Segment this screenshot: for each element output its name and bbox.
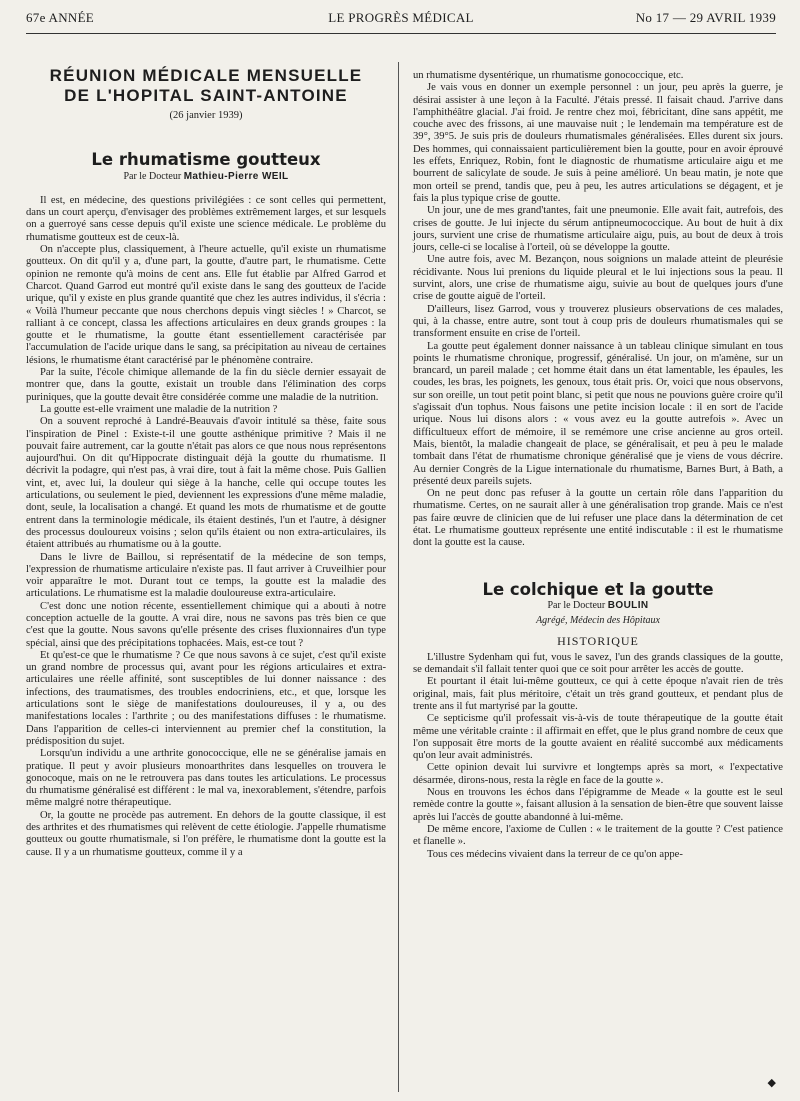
meeting-title-line2: DE L'HOPITAL SAINT-ANTOINE (64, 86, 348, 105)
running-header (26, 10, 776, 34)
article1-paragraph: Dans le livre de Baillou, si représentatif de la médecine de son temps, l'expression de rhumatisme articulaire n'existe pas. Il faut arriver à Cruveilhier pour voir apparaître le mot. Durant tout ce temps, la goutte est la maladie des articulations. Le rhumatisme est la maladie douloureuse extra-articulaire. (26, 551, 386, 600)
article1-paragraph: Et qu'est-ce que le rhumatisme ? Ce que nous savons à ce sujet, c'est qu'il existe un grand nombre de processus qui, avant pour les régions articulaires et extra-articulaires une réelle affinité, sont susceptibles de lui donner naissance : des infections, des traumatismes, des troubles endocriniens, etc., et que, lorsque les articulations sont le siège de manifestations douloureuses, il y a, ou des manifestations locales : l'arthrite ; ou des manifestations diffuses : le rhumatisme. Dans l'apparition de celles-ci interviennent au premier chef la constitution, la prédisposition du sujet. (26, 649, 386, 747)
article1-paragraph: La goutte est-elle vraiment une maladie de la nutrition ? (40, 403, 278, 415)
article1-cont-paragraph: Un jour, une de mes grand'tantes, fait une pneumonie. Elle avait fait, autrefois, des crises de goutte. Je lui injecte du sérum antipneumococcique. Au bout de huit à dix jours, survient une crise de rhumatisme articulaire aigu, puis, au bout de deux à trois jours, celle-ci se localise à l'orteil, où se développe la goutte. (413, 205, 783, 254)
article2-title: Le colchique et la goutte (482, 579, 714, 599)
article1-cont-paragraph: un rhumatisme dysentérique, un rhumatisme gonococcique, etc. (413, 70, 684, 81)
article2-paragraph: Tous ces médecins vivaient dans la terreur de ce qu'on appe- (427, 848, 683, 860)
article2-byline-prefix: Par le Docteur (547, 599, 606, 611)
article1-cont-paragraph: D'ailleurs, lisez Garrod, vous y trouverez plusieurs observations de ces malades, qui, à la chasse, entre autre, sont tout à coup pris de douleurs rhumatismales qui se transforment ensuite en crise de l'orteil. (413, 303, 783, 340)
article1-cont-paragraph: Je vais vous en donner un exemple personnel : un jour, peu après la guerre, je désirai assister à une leçon à la Faculté. J'étais pressé. Il faisait chaud. J'arrive dans l'amphithéâtre glacial. J'ai froid. Je rentre chez moi, fébricitant, dîne sans appétit, me couche avec des frissons, ai une mauvaise nuit ; le lendemain ma température est de 39°, 39°5. Je suis pris de douleurs rhumatismales généralisées. Elles durent six jours. Des hommes, qui connaissaient particulièrement bien la goutte, pour en avoir éprouvé les effets, Enriquez, Robin, font le diagnostic de rhumatisme articulaire aigu et me bourrent de salicylate de soude. Je suis à peine amélioré. Un beau matin, je note que mon orteil se prend, tandis que, peu à peu, les autres articulations se dégagent, et je fais la plus typique crise de goutte. (413, 82, 783, 204)
article1-paragraph: On a souvent reproché à Landré-Beauvais d'avoir intitulé sa thèse, faite sous l'inspiration de Pinel : Existe-t-il une goutte asthénique primitive ? Mais il ne pouvait faire autrement, car la goutte n'était pas alors ce que nous nous représentons aujourd'hui. On dit qu'Hippocrate distinguait déjà la goutte du rhumatisme. Il décrivit la podagre, qui n'est pas, à vrai dire, tout à fait la même chose. Puis Gallien vint, et, avec lui, la douleur qui siège à la hanche, celle qui occupe toutes les articulations, ou seulement le pied, deviennent les expressions d'une même maladie, dont, seule, la localisation a changé. Et quand les mots de rhumatisme et de goutte entrent dans la terminologie médicale, ils étaient destinés, l'un et l'autre, à désigner des processus douloureux voisins ; selon qu'ils étaient ou non extra-articulaires, ils étaient attribués au rhumatisme ou à la goutte. (26, 416, 386, 551)
article1-title: Le rhumatisme goutteux (91, 150, 321, 170)
column-rule (398, 62, 399, 1092)
article2-paragraph: L'illustre Sydenham qui fut, vous le savez, l'un des grands classiques de la goutte, se demandait s'il fallait tenter quoi que ce soit pour arrêter les accès de goutte. (413, 651, 783, 676)
meeting-date: (26 janvier 1939) (169, 110, 243, 121)
article2-paragraph: Et pourtant il était lui-même goutteux, ce qui à cette époque n'avait rien de très original, mais, fait plus méritoire, c'était un très grand goutteux, et pendant plus de trente ans il fut martyrisé par la goutte. (413, 676, 783, 712)
section-heading: HISTORIQUE (557, 634, 639, 649)
right-column (413, 70, 783, 861)
article1-byline-prefix: Par le Docteur (123, 170, 182, 182)
article1-paragraph: Il est, en médecine, des questions privilégiées : ce sont celles qui permettent, dans un court aperçu, d'envisager des problèmes extrêmement larges, et sur lesquels on a guerroyé sans cesse depuis qu'il existe une science médicale. Le problème du rhumatisme goutteux est de ceux-là. (26, 194, 386, 243)
article1-cont-paragraph: La goutte peut également donner naissance à un tableau clinique simulant en tous points le rhumatisme chronique, progressif, généralisé. Un jour, on m'amène, sur un brancard, un pareil malade ; cet homme était dans un état lamentable, les épaules, les coudes, les bras, les poignets, les genoux, tous était pris. Or, voici que nous observons, sur son oreille, un tout petit point blanc, si petit que nous ne pouvions guère croire qu'il s'agissait d'un tophus. Nous faisons une petite incision locale : il en sort de l'acide urique. Nous lui disons alors : « vous avez eu la goutte autrefois ». Avec un difficultueux effort de mémoire, il se remémore une crise ancienne au gros orteil. Mais, bientôt, la maladie changeait de place, se généralisait, et peu à peu le malade tombait dans l'état de rhumatisme chronique généralisé que je viens de vous décrire. Au dernier Congrès de la Ligue internationale du rhumatisme, Barnes Burt, à Bath, a présenté deux pareils sujets. (413, 340, 783, 487)
article1-byline (26, 171, 386, 183)
article1-paragraph: Par la suite, l'école chimique allemande de la fin du siècle dernier essayait de montrer que, dans la goutte, existait un trouble dans l'élimination des corps puriniques, que la goutte devait être considérée comme une maladie de la nutrition. (26, 367, 386, 403)
article1-paragraph: Or, la goutte ne procède pas autrement. En dehors de la goutte classique, il est des arthrites et des rhumatismes qui relèvent de cette étiologie. J'appelle rhumatisme goutteux ou goutte rhumatismale, si l'on préfère, le rhumatisme dont la goutte est la cause. Il y a un rhumatisme goutteux, comme il y a (26, 809, 386, 858)
article2-affiliation: Agrégé, Médecin des Hôpitaux (536, 615, 660, 627)
article2-byline (413, 600, 783, 612)
article2-paragraph: Ce septicisme qu'il professait vis-à-vis de toute thérapeutique de la goutte était même une véritable crainte : il affirmait en effet, que le plus grand nombre de ceux que l'on supposait être morts de la goutte avaient en réalité succombé aux médicaments qu'on leur avait administrés. (413, 713, 783, 762)
article1-paragraph: On n'accepte plus, classiquement, à l'heure actuelle, qu'il existe un rhumatisme goutteux. On dit qu'il y a, d'une part, la goutte, d'autre part, le rhumatisme. Cette opinion ne remonte qu'à moins de cent ans. Elle fut établie par Alfred Garrod et Charcot. Quand Garrod eut montré qu'il existe dans le sang des goutteux de l'acide urique, qu'il y existe en plus grande quantité que chez les autres individus, il s'écria : « Voilà l'humeur peccante que nous cherchons depuis vingt siècles ! » Charcot, se ralliant à ce concept, classa les affections articulaires en deux grands groupes : la goutte et le rhumatisme, la goutte étant essentiellement caractérisée par l'accumulation de l'acide urique dans le sang, sa précipitation au niveau de certaines lésions, le rhumatisme étant caractérisé par le phénomène contraire. (26, 244, 386, 366)
left-column (26, 66, 386, 859)
article1-cont-paragraph: On ne peut donc pas refuser à la goutte un certain rôle dans l'apparition du rhumatisme. Certes, on ne saurait aller à une généralisation trop grande. Mais ce n'est pas faire œuvre de clinicien que de lui refuser une place dans la détermination de cet état. Le rhumatisme goutteux représente une entité indiscutable : il est le rhumatisme dont la goutte est la cause. (413, 488, 783, 549)
article1-cont-paragraph: Une autre fois, avec M. Bezançon, nous soignions un malade atteint de pleurésie récidivante. Nous lui prenions du liquide pleural et le lui injections sous la peau. Il survint, alors, une crise de rhumatisme aigu, suivie au bout de quelques jours d'une crise de goutte aiguë de l'orteil. (413, 254, 783, 303)
article2-paragraph: Nous en trouvons les échos dans l'épigramme de Meade « la goutte est le seul remède contre la goutte », faisant allusion à la sensation de bien-être que souvent laisse après lui l'accès de goutte abandonné à lui-même. (413, 787, 783, 823)
article2-paragraph: Cette opinion devait lui survivre et longtemps après sa mort, « l'expectative désarmée, dirons-nous, resta la règle en face de la goutte ». (413, 762, 783, 786)
header-journal: LE PROGRÈS MÉDICAL (328, 10, 474, 25)
article1-paragraph: C'est donc une notion récente, essentiellement chimique qui a abouti à notre conception actuelle de la goutte. A vrai dire, nous ne savons pas très bien ce que c'est que la goutte. Nous savons qu'elle présente des crises fluxionnaires d'un type spécial, ainsi que des précipitations tophacées. Mais, est-ce tout ? (26, 600, 386, 649)
header-year: 67e ANNÉE (26, 10, 95, 25)
end-ornament: ◆ (767, 1077, 776, 1089)
article1-paragraph: Lorsqu'un individu a une arthrite gonococcique, elle ne se généralise jamais en pratique. Il peut y avoir plusieurs monoarthrites dans lesquelles on trouvera le gonocoque, mais on ne le retrouvera pas dans toutes les articulations. Le processus du rhumatisme généralisé est différent : le mal va, inexorablement, s'étendre, parfois même malgré notre thérapeutique. (26, 748, 386, 809)
article2-author: BOULIN (607, 599, 649, 611)
header-issue: No 17 — 29 AVRIL 1939 (635, 10, 776, 25)
article1-author: Mathieu-Pierre WEIL (183, 170, 289, 182)
article2-paragraph: De même encore, l'axiome de Cullen : « le traitement de la goutte ? C'est patience et flanelle ». (413, 823, 783, 848)
meeting-title-line1: RÉUNION MÉDICALE MENSUELLE (49, 66, 363, 85)
